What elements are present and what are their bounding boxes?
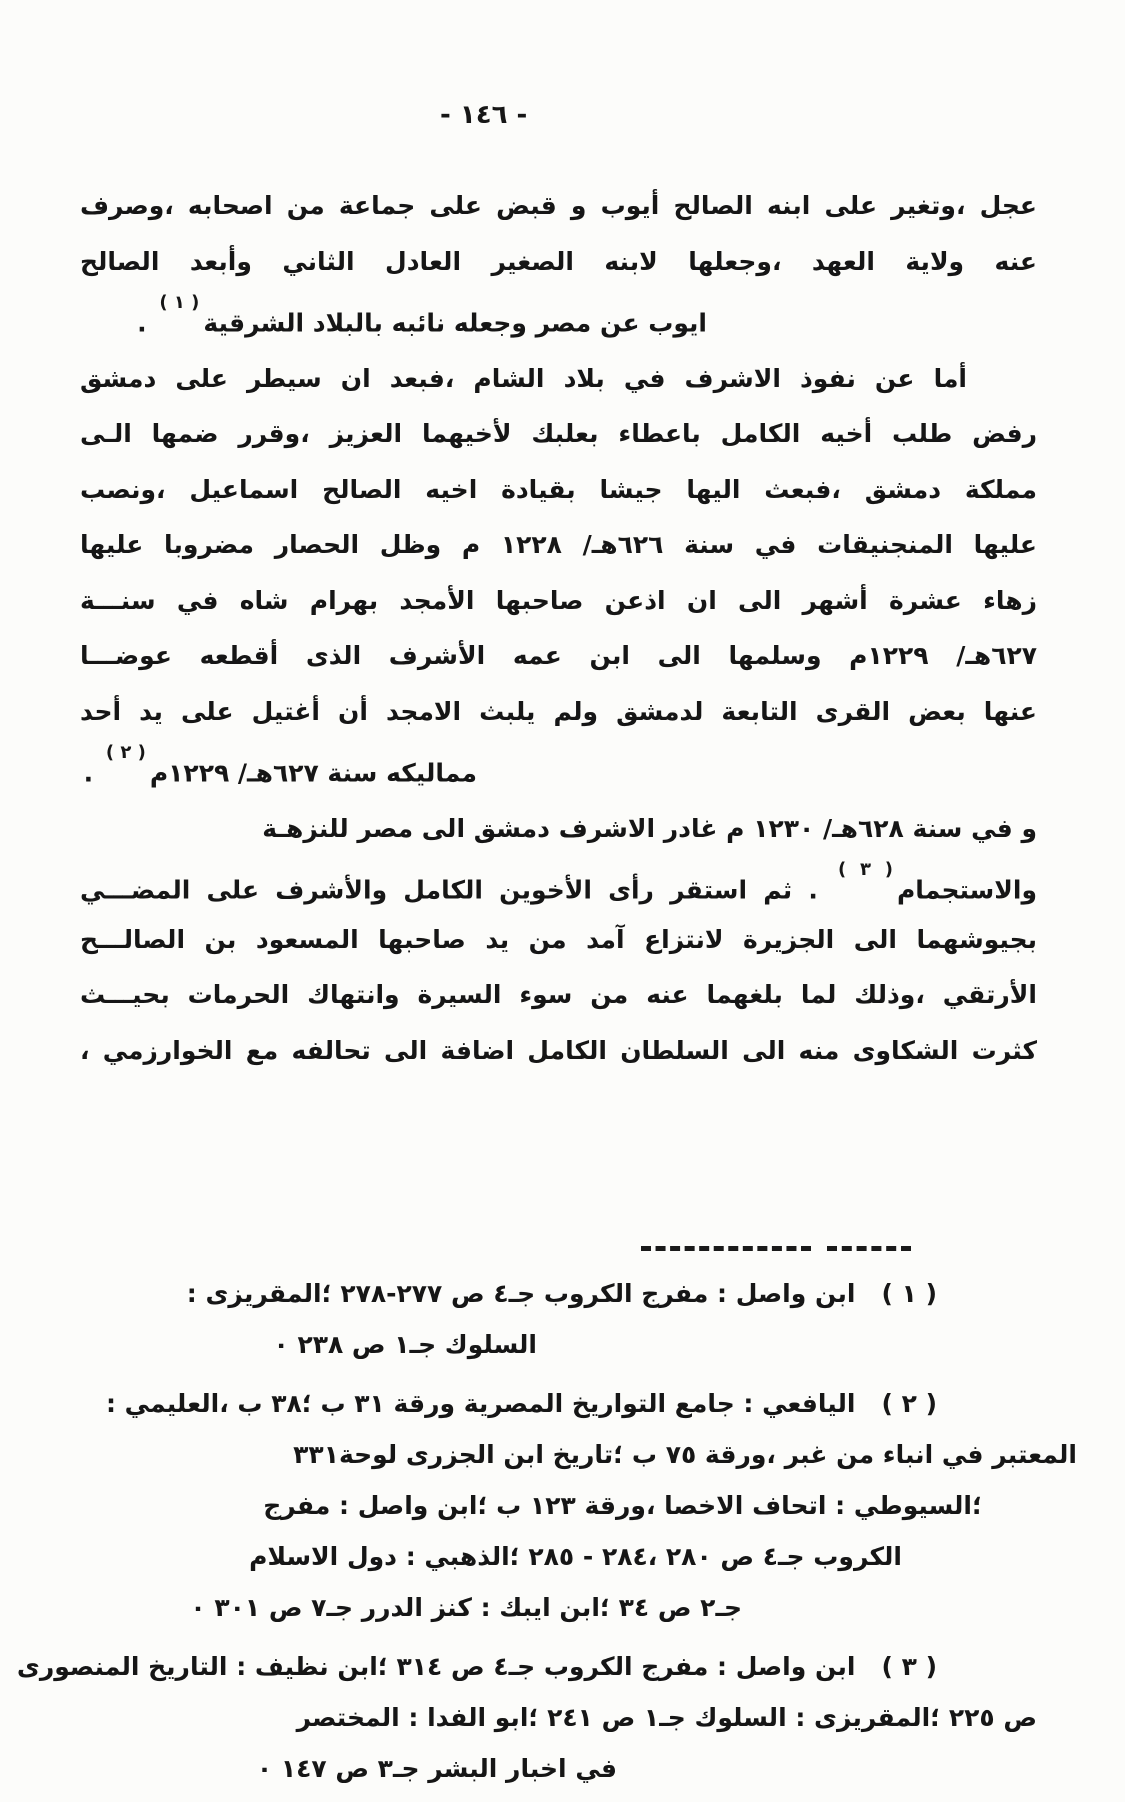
footnote-line [47,1378,1037,1429]
body-line-text: مملكة دمشق ،فبعث اليها جيشا بقيادة اخيه الصالح اسماعيل ،ونصب [80,474,1037,504]
footnote-text: ابن واصل : مفرج الكروب جـ٤ ص ٣١٤ ؛ابن نظيف : التاريخ المنصورى [16,1652,856,1681]
dashed-line-segment [827,1246,911,1251]
body-line [80,517,1037,573]
footnote-3 [16,1641,1037,1794]
body-line [80,462,1037,518]
body-line-text: زهاء عشرة أشهر الى ان اذعن صاحبها الأمجد بهرام شاه في سنـــة [80,585,1037,615]
body-text [80,178,1037,1078]
body-line [80,628,1037,684]
footnote-1 [47,1268,1037,1370]
body-line-text: عنه ولاية العهد ،وجعلها لابنه الصغير العادل الثاني وأبعد الصالح [80,246,1037,276]
footnote-2 [47,1378,1077,1633]
body-line [80,406,1037,462]
page-number: - ١٤٦ - [440,100,528,130]
footnote-marker: ( ١ ) [881,1279,937,1308]
footnote-ref-3: ( ٣ ) [838,859,893,880]
body-line-tail: . ثم استقر رأى الأخوين الكامل والأشرف على المضـــي [80,875,835,905]
body-line-text: مماليكه سنة ٦٢٧هـ/ ١٢٢٩م [149,758,477,788]
body-line [80,1023,1037,1079]
body-line-text: بجيوشهما الى الجزيرة لانتزاع آمد من يد صاحبها المسعود بن الصالـــح [80,924,1037,954]
body-line [80,739,1037,795]
body-line-text: عليها المنجنيقات في سنة ٦٢٦هـ/ ١٢٢٨ م وظل الحصار مضروبا عليها [80,530,1037,559]
dashed-line-segment [641,1246,811,1251]
body-line [80,856,1037,912]
footnote-text: في اخبار البشر جـ٣ ص ١٤٧ ٠ [256,1754,617,1783]
body-line [80,801,1037,857]
footnote-text: ؛السيوطي : اتحاف الاخصا ،ورقة ١٢٣ ب ؛ابن واصل : مفرج [263,1491,982,1520]
footnote-line [47,1319,1037,1370]
body-line-text: والاستجمام [896,875,1037,905]
footnote-text: ابن واصل : مفرج الكروب جـ٤ ص ٢٧٧-٢٧٨ ؛المقريزى : [186,1279,856,1308]
body-line [80,684,1037,740]
body-line-text: ايوب عن مصر وجعله نائبه بالبلاد الشرقية [203,308,707,338]
footnote-marker: ( ٢ ) [881,1389,937,1418]
body-line-text: رفض طلب أخيه الكامل باعطاء بعلبك لأخيهما العزيز ،وقرر ضمها الـى [80,419,1037,448]
body-line-text: كثرت الشكاوى منه الى السلطان الكامل اضافة الى تحالفه مع الخوارزمي ، [80,1035,1037,1065]
footnote-ref-1: ( ١ ) [159,292,200,313]
footnote-text: ص ٢٢٥ ؛المقريزى : السلوك جـ١ ص ٢٤١ ؛ابو الفدا : المختصر [296,1703,1037,1732]
body-line-text: أما عن نفوذ الاشرف في بلاد الشام ،فبعد ان سيطر على دمشق [80,363,967,393]
footnote-separator [641,1246,911,1251]
footnote-ref-2: ( ٢ ) [105,742,146,763]
body-line-tail: . [137,308,156,338]
footnote-line [47,1743,1037,1794]
body-line [80,912,1037,968]
footnote-text: جـ٢ ص ٣٤ ؛ابن ايبك : كنز الدرر جـ٧ ص ٣٠١ ٠ [190,1593,742,1622]
footnotes [16,1268,1077,1802]
body-line-text: الأرتقي ،وذلك لما بلغهما عنه من سوء السيرة وانتهاك الحرمات بحيـــث [80,980,1037,1009]
footnote-line [47,1582,1037,1633]
body-line-text: عجل ،وتغير على ابنه الصالح أيوب و قبض على جماعة من اصحابه ،وصرف [80,191,1037,220]
body-line [80,573,1037,629]
footnote-text: الكروب جـ٤ ص ٢٨٠ ،٢٨٤ - ٢٨٥ ؛الذهبي : دول الاسلام [249,1542,902,1571]
body-line-text: و في سنة ٦٢٨هـ/ ١٢٣٠ م غادر الاشرف دمشق الى مصر للنزهـة [262,813,1037,843]
body-line [80,234,1037,290]
footnote-text: السلوك جـ١ ص ٢٣٨ ٠ [273,1330,537,1359]
body-line-text: ٦٢٧هـ/ ١٢٢٩م وسلمها الى ابن عمه الأشرف الذى أقطعه عوضـــا [80,641,1037,670]
body-line-text: عنها بعض القرى التابعة لدمشق ولم يلبث الامجد أن أغتيل على يد أحد [80,696,1037,726]
footnote-line [47,1268,1037,1319]
body-line [80,967,1037,1023]
footnote-text: اليافعي : جامع التواريخ المصرية ورقة ٣١ ب ؛٣٨ ب ،العليمي : [105,1389,856,1418]
footnote-line [47,1480,1037,1531]
footnote-line [47,1429,1077,1480]
body-line [80,178,1037,234]
body-line [80,289,1037,345]
footnote-line [47,1531,1037,1582]
footnote-text: المعتبر في انباء من غبر ،ورقة ٧٥ ب ؛تاريخ ابن الجزرى لوحة٣٣١ [293,1440,1077,1469]
footnote-line [16,1641,1037,1692]
body-line-tail: . [83,758,102,788]
body-line [80,351,1037,407]
footnote-line [47,1692,1037,1743]
footnote-marker: ( ٣ ) [881,1652,937,1681]
